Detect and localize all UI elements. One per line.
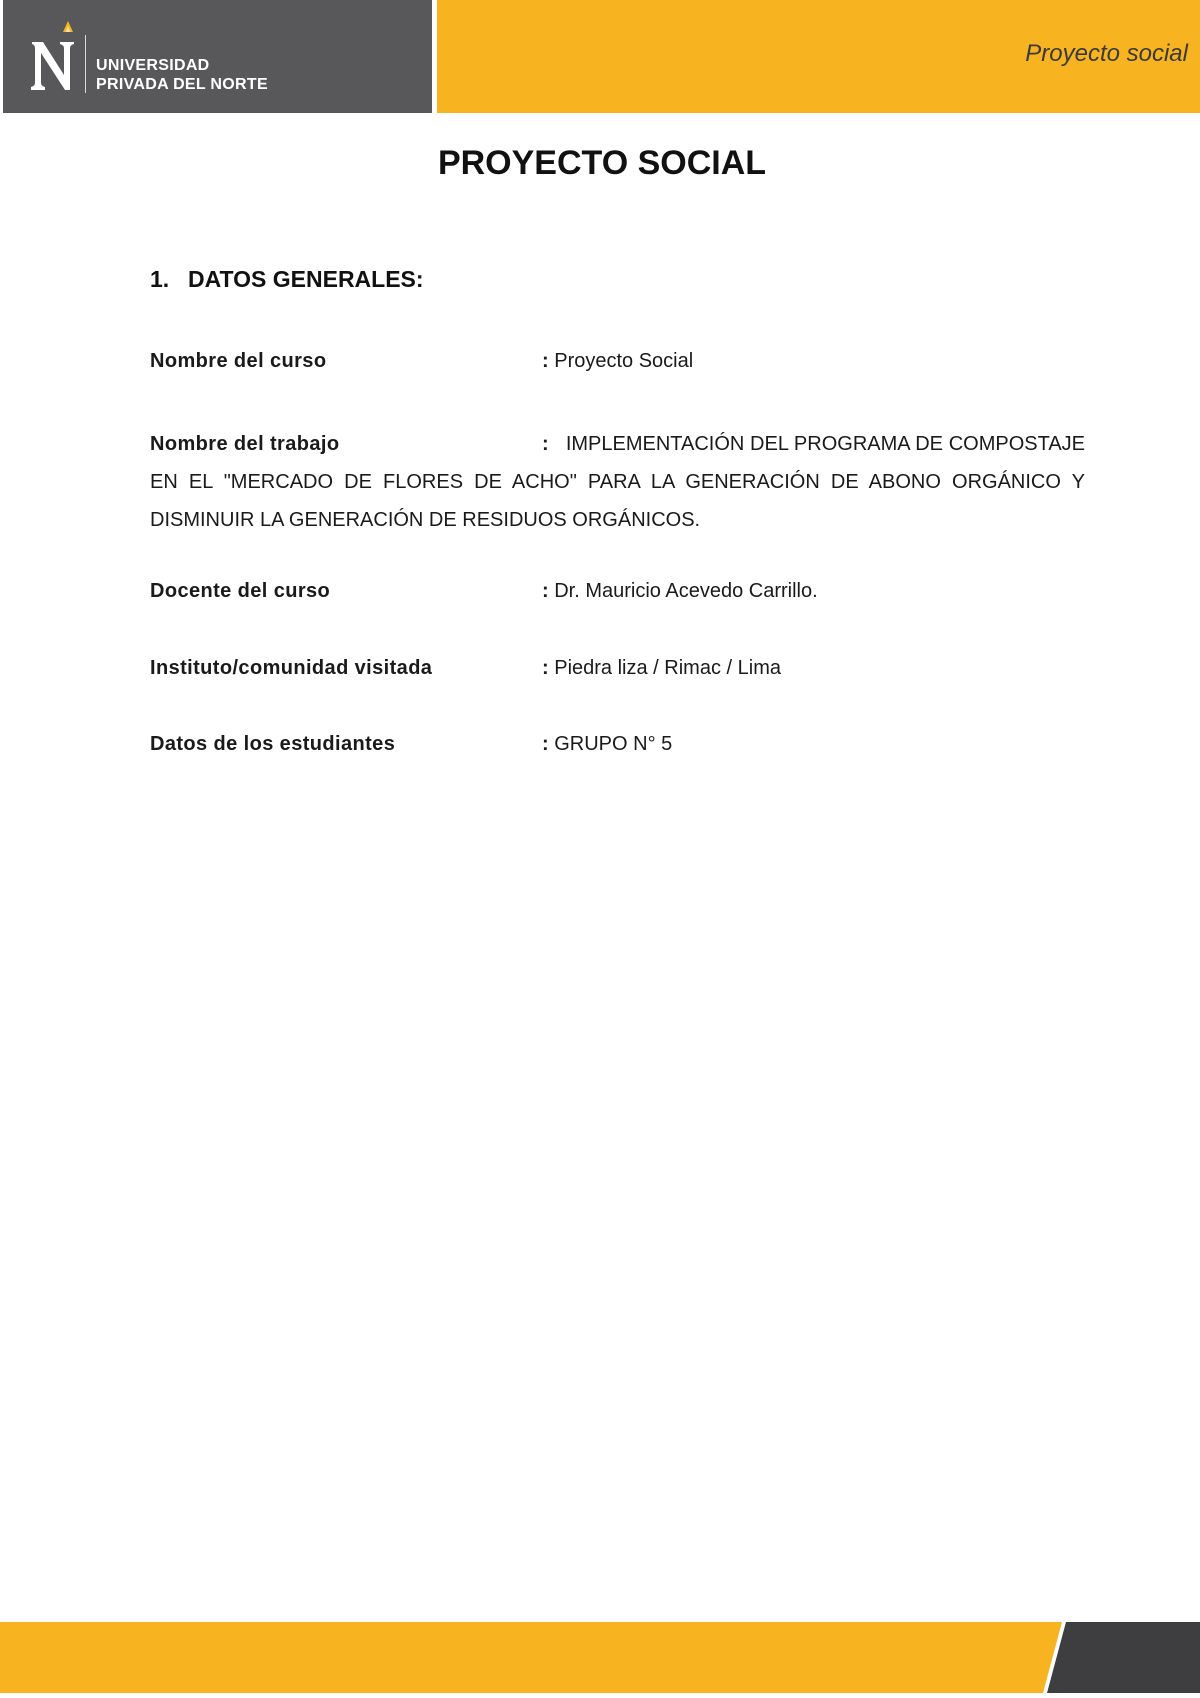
university-name-line1: UNIVERSIDAD xyxy=(96,57,210,74)
field-students-label: Datos de los estudiantes xyxy=(150,733,396,755)
field-separator: : xyxy=(542,580,549,602)
field-course-value-wrap xyxy=(542,350,693,373)
field-teacher-label: Docente del curso xyxy=(150,580,331,602)
field-students-value-wrap xyxy=(542,733,672,756)
university-logo-icon xyxy=(29,20,81,94)
university-name xyxy=(96,56,268,94)
field-teacher-value-wrap xyxy=(542,580,818,603)
field-institute-label: Instituto/comunidad visitada xyxy=(150,657,433,679)
document-title: PROYECTO SOCIAL xyxy=(437,144,767,182)
footer-bar xyxy=(0,1622,1200,1693)
header-title-panel xyxy=(437,0,1200,113)
field-separator: : xyxy=(542,733,549,755)
field-work xyxy=(150,425,1085,539)
field-institute-value-wrap xyxy=(542,657,781,680)
field-course-label: Nombre del curso xyxy=(150,350,327,372)
field-course-value: Proyecto Social xyxy=(554,350,694,372)
header-title: Proyecto social xyxy=(1025,40,1188,67)
footer-dark-band xyxy=(1047,1622,1200,1693)
field-separator: : xyxy=(542,657,549,679)
field-separator: : xyxy=(542,350,549,372)
section-number: 1. xyxy=(150,266,170,292)
header-logo-panel xyxy=(3,0,432,113)
field-work-label: Nombre del trabajo xyxy=(150,433,340,455)
section-heading xyxy=(150,266,424,293)
university-name-line2: PRIVADA DEL NORTE xyxy=(96,76,268,93)
field-work-value: IMPLEMENTACIÓN DEL PROGRAMA DE COMPOSTAJE EN EL "MERCADO DE FLORES DE ACHO" PARA LA GENERACIÓN DE ABONO ORGÁNICO Y DISMINUIR LA GENERACIÓN DE RESIDUOS ORGÁNICOS. xyxy=(150,433,1086,531)
field-separator: : xyxy=(542,433,549,455)
field-institute-value: Piedra liza / Rimac / Lima xyxy=(554,657,781,679)
logo-divider xyxy=(85,35,86,93)
field-teacher-value: Dr. Mauricio Acevedo Carrillo. xyxy=(554,580,818,602)
field-students-value: GRUPO N° 5 xyxy=(554,733,673,755)
section-heading-text: DATOS GENERALES: xyxy=(188,266,424,292)
footer-yellow-band xyxy=(0,1622,1062,1693)
